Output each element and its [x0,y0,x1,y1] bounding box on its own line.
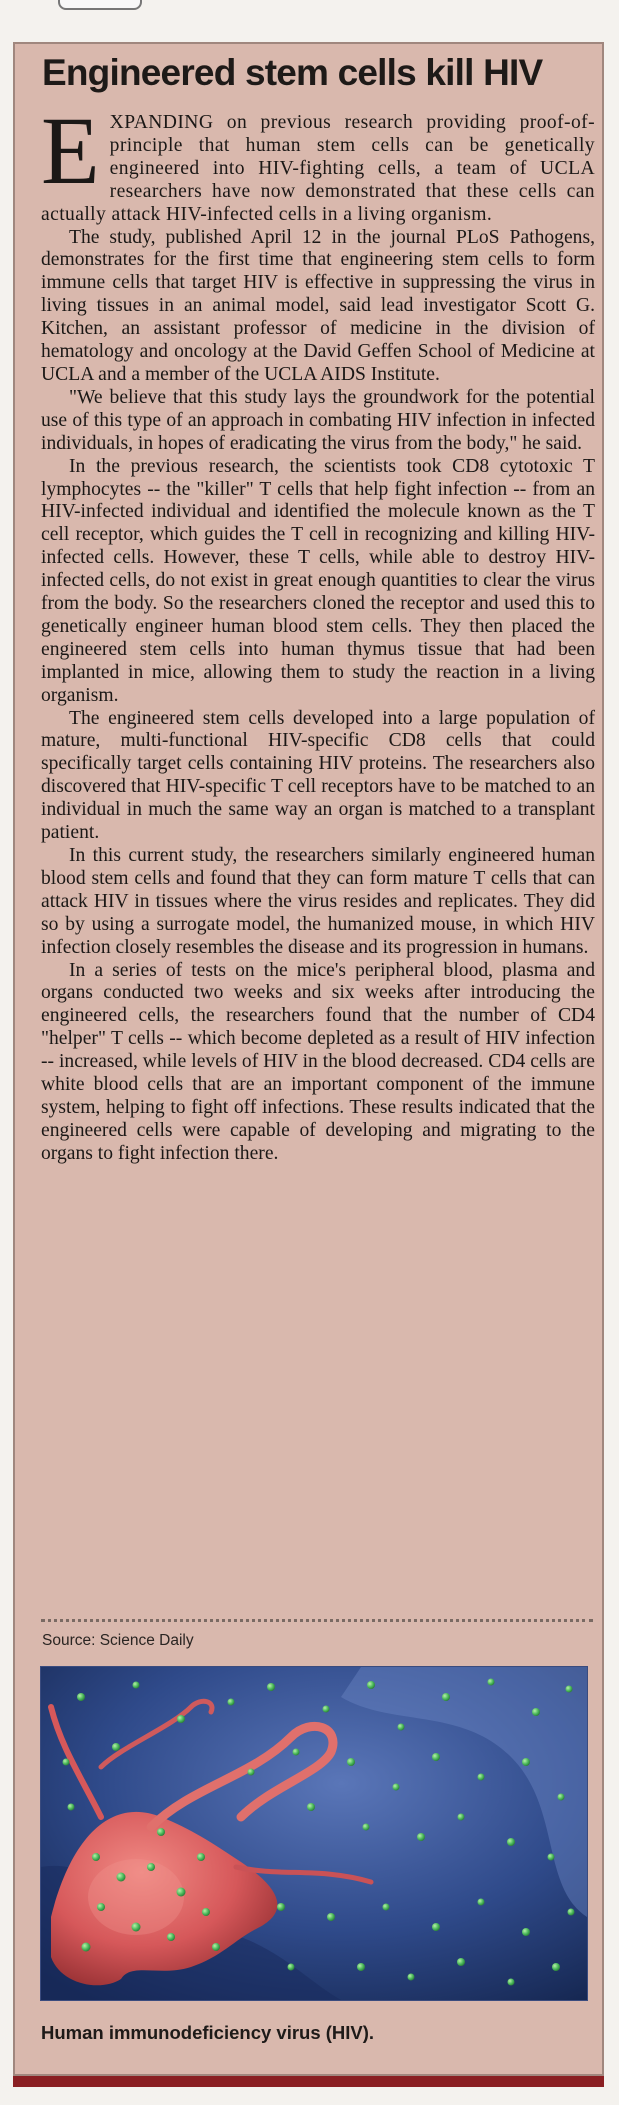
hiv-micrograph-image [40,1666,588,2001]
dotted-divider [41,1619,593,1622]
paragraph: The study, published April 12 in the journal PLoS Pathogens, demonstrates for the first time that engineering stem cells to form immune cells that target HIV is effective in suppressing the virus in living tissues in an animal model, said lead investigator Scott G. Kitchen, an assistant professor of medicine in the division of hematology and oncology at the David Geffen School of Medicine at UCLA and a member of the UCLA AIDS Institute. [41,226,595,385]
paragraph: In this current study, the researchers similarly engineered human blood stem cells and found that they can form mature T cells that can attack HIV in tissues where the virus resides and replicates. They did so by using a surrogate model, the humanized mouse, in which HIV infection closely resembles the disease and its progression in humans. [41,845,595,958]
paragraph: In a series of tests on the mice's peripheral blood, plasma and organs conducted two weeks and six weeks after introducing the engineered cells, the researchers found that the number of CD4 "helper" T cells -- which become depleted as a result of HIV infection -- increased, while levels of HIV in the blood decreased. CD4 cells are white blood cells that are an important component of the immune system, helping to fight off infections. These results indicated that the engineered cells were capable of developing and migrating to the organs to fight infection there. [41,959,595,1164]
paragraph: The engineered stem cells developed into a large population of mature, multi-functional HIV-specific CD8 cells that could specifically target cells containing HIV proteins. The researchers also discovered that HIV-specific T cell receptors have to be matched to an individual in much the same way an organ is matched to a transplant patient. [41,707,595,844]
paragraph: In the previous research, the scientists took CD8 cytotoxic T lymphocytes -- the "killer" T cells that help fight infection -- from an HIV-infected individual and identified the molecule known as the T cell receptor, which guides the T cell in recognizing and killing HIV-infected cells. However, these T cells, while able to destroy HIV-infected cells, do not exist in great enough quantities to clear the virus from the body. So the researchers cloned the receptor and used this to genetically engineer human blood stem cells. They then placed the engineered stem cells into human thymus tissue that had been implanted in mice, allowing them to study the reaction in a living organism. [41,455,595,706]
top-tab [58,0,142,10]
article-title: Engineered stem cells kill HIV [42,52,543,93]
source-credit: Source: Science Daily [42,1632,194,1649]
image-caption: Human immunodeficiency virus (HIV). [41,2022,375,2043]
article-body [41,97,595,1166]
bottom-color-bar [13,2076,604,2087]
lead-paragraph [41,97,595,227]
article-panel [13,42,604,2076]
lead-text: XPANDING on previous research providing proof-of-principle that human stem cells can be genetically engineered into HIV-fighting cells, a team of UCLA researchers have now demonstrated that these cells can actually attack HIV-infected cells in a living organism. [41,112,595,225]
paragraph: "We believe that this study lays the groundwork for the potential use of this type of an approach in combating HIV infection in infected individuals, in hopes of eradicating the virus from the body," he said. [41,386,595,454]
drop-cap: E [41,97,100,204]
